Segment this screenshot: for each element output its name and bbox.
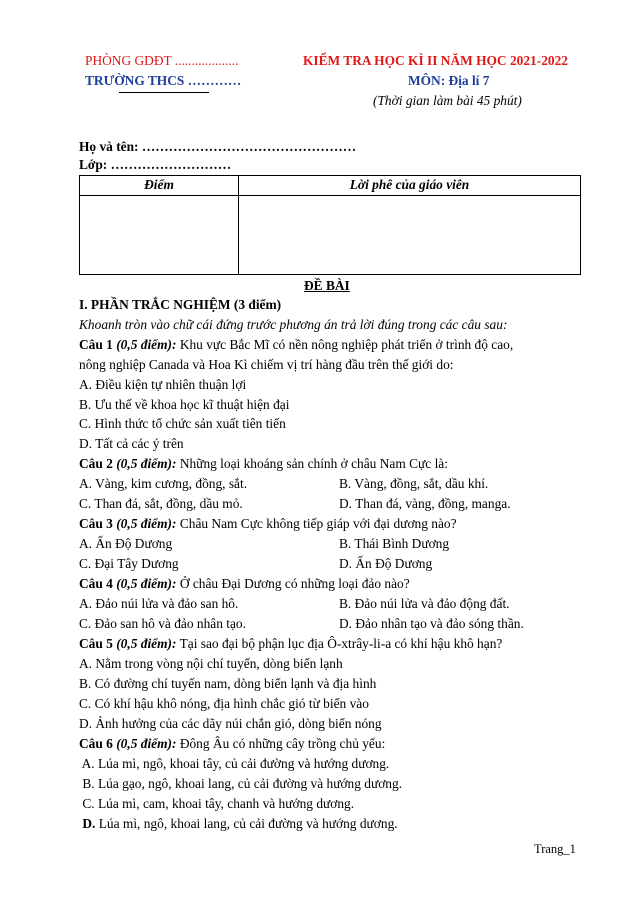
question-2 xyxy=(79,456,448,472)
q3-option-d[interactable]: D. Ấn Độ Dương xyxy=(339,556,433,571)
subject-line: MÔN: Địa lí 7 xyxy=(408,73,490,88)
instruction: Khoanh tròn vào chữ cái đứng trước phương án trả lời đúng trong các câu sau: xyxy=(79,317,508,332)
q4-option-b[interactable]: B. Đảo núi lửa và đảo động đất. xyxy=(339,596,510,611)
q6-option-d[interactable]: D. Lúa mì, ngô, khoai lang, củ cải đường và hướng dương. xyxy=(82,816,398,831)
q4-option-a[interactable]: A. Đảo núi lửa và đảo san hô. xyxy=(79,596,239,611)
question-text: Tại sao đại bộ phận lục địa Ô-xtrây-li-a có khí hậu khô hạn? xyxy=(176,636,503,651)
department-line: PHÒNG GDĐT ................... xyxy=(85,53,239,68)
question-points: (0,5 điểm): xyxy=(116,736,177,751)
question-6 xyxy=(79,736,385,752)
question-label: Câu 6 xyxy=(79,736,113,751)
q1-option-c[interactable]: C. Hình thức tổ chức sản xuất tiên tiến xyxy=(79,416,286,431)
comment-cell[interactable] xyxy=(239,196,581,275)
question-points: (0,5 điểm): xyxy=(116,456,177,471)
q2-option-d[interactable]: D. Than đá, vàng, đồng, manga. xyxy=(339,496,511,511)
question-points: (0,5 điểm): xyxy=(116,636,177,651)
question-label: Câu 2 xyxy=(79,456,113,471)
section-1-title: I. PHẦN TRẮC NGHIỆM (3 điểm) xyxy=(79,297,282,312)
q6-option-c[interactable]: C. Lúa mì, cam, khoai tây, chanh và hướng dương. xyxy=(79,796,355,811)
question-text: Châu Nam Cực không tiếp giáp với đại dương nào? xyxy=(176,516,457,531)
q3-option-a[interactable]: A. Ấn Độ Dương xyxy=(79,536,173,551)
school-underline xyxy=(119,92,209,93)
q6-option-a[interactable]: A. Lúa mì, ngô, khoai tây, củ cải đường và hướng dương. xyxy=(79,756,390,771)
page-number: Trang_1 xyxy=(534,842,576,856)
question-text: Ở châu Đại Dương có những loại đảo nào? xyxy=(176,576,410,591)
question-label: Câu 4 xyxy=(79,576,113,591)
question-1 xyxy=(79,337,513,353)
question-points: (0,5 điểm): xyxy=(116,516,177,531)
q5-option-d[interactable]: D. Ảnh hưởng của các dãy núi chắn gió, dòng biển nóng xyxy=(79,716,382,731)
question-label: Câu 3 xyxy=(79,516,113,531)
question-5 xyxy=(79,636,502,652)
exam-title: KIỂM TRA HỌC KÌ II NĂM HỌC 2021-2022 xyxy=(303,53,568,68)
q2-option-a[interactable]: A. Vàng, kim cương, đồng, sắt. xyxy=(79,476,248,491)
question-4 xyxy=(79,576,410,592)
question-points: (0,5 điểm): xyxy=(116,337,177,352)
q1-option-b[interactable]: B. Ưu thế về khoa học kĩ thuật hiện đại xyxy=(79,397,290,412)
q1-option-d[interactable]: D. Tất cả các ý trên xyxy=(79,436,184,451)
q2-option-c[interactable]: C. Than đá, sắt, đồng, dầu mỏ. xyxy=(79,496,243,511)
exam-heading: ĐỀ BÀI xyxy=(304,278,350,293)
q4-option-d[interactable]: D. Đảo nhân tạo và đảo sóng thần. xyxy=(339,616,524,631)
q5-option-c[interactable]: C. Có khí hậu khô nóng, địa hình chắc gió từ biển vào xyxy=(79,696,369,711)
question-points: (0,5 điểm): xyxy=(116,576,177,591)
q4-option-c[interactable]: C. Đảo san hô và đảo nhân tạo. xyxy=(79,616,246,631)
score-column-header: Điểm xyxy=(80,176,239,196)
school-line: TRƯỜNG THCS ………… xyxy=(85,73,242,88)
question-label: Câu 5 xyxy=(79,636,113,651)
student-name-field[interactable]: Họ và tên: ………………………………………… xyxy=(79,139,357,154)
score-cell[interactable] xyxy=(80,196,239,275)
duration-line: (Thời gian làm bài 45 phút) xyxy=(373,93,522,108)
question-label: Câu 1 xyxy=(79,337,113,352)
q6-option-b[interactable]: B. Lúa gạo, ngô, khoai lang, củ cải đường và hướng dương. xyxy=(79,776,403,791)
question-text: Đông Âu có những cây trồng chủ yếu: xyxy=(176,736,386,751)
q3-option-b[interactable]: B. Thái Bình Dương xyxy=(339,536,450,551)
question-1-text-cont: nông nghiệp Canada và Hoa Kì chiếm vị trí hàng đầu trên thế giới do: xyxy=(79,357,454,372)
q1-option-a[interactable]: A. Điều kiện tự nhiên thuận lợi xyxy=(79,377,247,392)
q2-option-b[interactable]: B. Vàng, đồng, sắt, dầu khí. xyxy=(339,476,489,491)
q5-option-b[interactable]: B. Có đường chí tuyến nam, dòng biển lạnh và địa hình xyxy=(79,676,377,691)
option-letter: D. xyxy=(82,816,96,831)
student-class-field[interactable]: Lớp: ……………………… xyxy=(79,157,232,172)
question-text: Những loại khoáng sản chính ở châu Nam Cực là: xyxy=(176,456,448,471)
question-text: Khu vực Bắc Mĩ có nền nông nghiệp phát triển ở trình độ cao, xyxy=(176,337,514,352)
q5-option-a[interactable]: A. Nằm trong vòng nội chí tuyến, dòng biển lạnh xyxy=(79,656,343,671)
q3-option-c[interactable]: C. Đại Tây Dương xyxy=(79,556,179,571)
question-3 xyxy=(79,516,457,532)
comment-column-header: Lời phê của giáo viên xyxy=(239,176,581,196)
grade-table xyxy=(79,175,581,275)
